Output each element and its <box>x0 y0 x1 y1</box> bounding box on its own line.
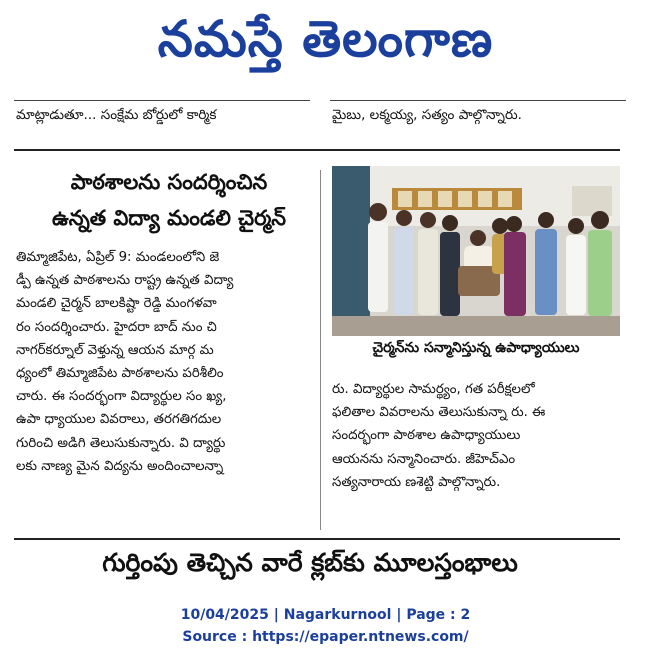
article-headline-line1: పాఠశాలను సందర్శించిన <box>70 170 268 194</box>
masthead-title: నమస్తే తెలంగాణ <box>157 9 494 68</box>
body-line: గురించి అడిగి తెలుసుకున్నారు. వి ద్యార్థు <box>16 435 226 451</box>
article-photo <box>332 166 620 336</box>
body-line: ఫలితాల వివరాలను తెలుసుకున్నా రు. ఈ <box>332 405 546 421</box>
article-top-rule <box>14 149 620 151</box>
divider <box>14 100 310 101</box>
body-line: తిమ్మాజిపేట, ఏప్రిల్ 9: మండలంలోని జె <box>16 250 220 265</box>
source-link[interactable]: Source : https://epaper.ntnews.com/ <box>182 629 469 645</box>
next-article-headline: గుర్తింపు తెచ్చిన వారే క్లబ్‌కు మూలస్తంభాలు <box>102 548 518 577</box>
divider <box>330 100 626 101</box>
body-line: చారు. ఈ సందర్భంగా విద్యార్థుల సం ఖ్య, <box>16 389 227 405</box>
body-line: ఉపా ధ్యాయుల వివరాలు, తరగతిగదుల <box>16 412 222 428</box>
column-divider <box>320 170 321 530</box>
body-line: సందర్భంగా పాఠశాల ఉపాధ్యాయులు <box>332 428 521 444</box>
body-line: ఆయనను సన్మానించారు. జీహెచ్ఎం <box>332 451 516 467</box>
body-line: డ్పీ ఉన్నత పాఠశాలను రాష్ట్ర ఉన్నత విద్యా <box>16 273 234 289</box>
body-line: రం సందర్శించారు. హైదరా బాద్ నుం చి <box>16 319 217 335</box>
previous-article-text-right: మైబు, లక్మయ్య, సత్యం పాల్గొన్నారు. <box>332 107 522 123</box>
article-body-right-column <box>332 378 628 494</box>
body-line: మండలి చైర్మన్ బాలకిష్టా రెడ్డి మంగళవా <box>16 296 217 312</box>
article-bottom-rule <box>14 538 620 540</box>
body-line: రు. విద్యార్థుల సామర్థ్యం, గత పరీక్షలలో <box>332 382 535 397</box>
article-headline-line2: ఉన్నత విద్యా మండలి చైర్మన్ <box>51 206 286 230</box>
article-body-left-column <box>16 246 310 478</box>
body-line: లకు నాణ్య మైన విద్యను అందించాలన్నా <box>16 458 224 474</box>
edition-info: 10/04/2025 | Nagarkurnool | Page : 2 <box>180 607 471 623</box>
previous-article-text-left: మాట్లాడుతూ... సంక్షేమ బోర్డులో కార్మిక <box>16 107 217 123</box>
body-line: నాగర్‌కర్నూల్ వెళ్తున్న ఆయన మార్గ మ <box>16 342 214 358</box>
body-line: సత్యనారాయ ణశెట్టి పాల్గొన్నారు. <box>332 474 501 490</box>
photo-caption: చైర్మన్‌ను సన్మానిస్తున్న ఉపాధ్యాయులు <box>372 340 580 356</box>
body-line: ధ్యంలో తిమ్మాజిపేట పాఠశాలను పరిశీలిం <box>16 366 224 382</box>
newspaper-masthead <box>0 0 651 90</box>
